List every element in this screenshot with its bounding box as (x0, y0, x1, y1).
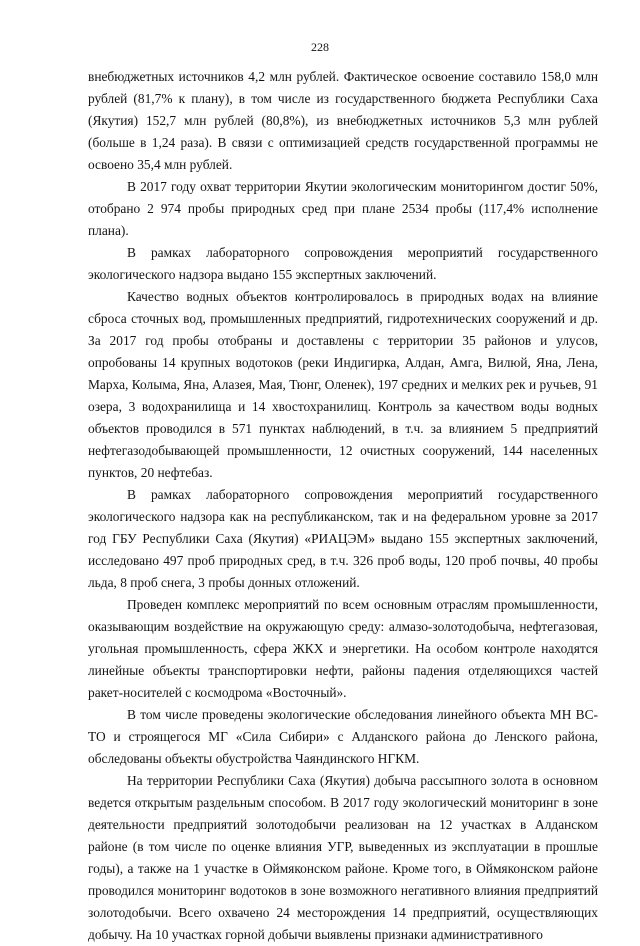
paragraph: В рамках лабораторного сопровождения мероприятий государственного экологического надзора выдано 155 экспертных заключений. (88, 245, 598, 282)
paragraph: В 2017 году охват территории Якутии экологическим мониторингом достиг 50%, отобрано 2 974 пробы природных сред при плане 2534 пробы (117,4% исполнение плана). (88, 179, 598, 238)
paragraph: В том числе проведены экологические обследования линейного объекта МН ВС-ТО и строящегося МГ «Сила Сибири» с Алданского района до Ленского района, обследованы объекты обустройства Чаяндинского НГКМ. (88, 707, 598, 766)
paragraph: Качество водных объектов контролировалось в природных водах на влияние сброса сточных вод, промышленных предприятий, гидротехнических сооружений и др. За 2017 год пробы отобраны и доставлены с территории 35 районов и улусов, опробованы 14 крупных водотоков (реки Индигирка, Алдан, Амга, Вилюй, Яна, Лена, Марха, Колыма, Яна, Алазея, Мая, Тюнг, Оленек), 197 средних и мелких рек и ручьев, 91 озера, 3 водохранилища и 14 хвостохранилищ. Контроль за качеством воды водных объектов проводился в 571 пунктах наблюдений, в т.ч. за влиянием 5 предприятий нефтегазодобывающей промышленности, 12 очистных сооружений, 144 населенных пунктов, 20 нефтебаз. (88, 289, 598, 480)
paragraph: В рамках лабораторного сопровождения мероприятий государственного экологического надзора как на республиканском, так и на федеральном уровне за 2017 год ГБУ Республики Саха (Якутия) «РИАЦЭМ» выдано 155 экспертных заключений, исследовано 497 проб природных сред, в т.ч. 326 проб воды, 120 проб почвы, 40 пробы льда, 8 проб снега, 3 пробы донных отложений. (88, 487, 598, 590)
paragraph: внебюджетных источников 4,2 млн рублей. Фактическое освоение составило 158,0 млн рублей (81,7% к плану), в том числе из государственного бюджета Республики Саха (Якутия) 152,7 млн рублей (80,8%), из внебюджетных источников 5,3 млн рублей (больше в 1,24 раза). В связи с оптимизацией средств государственной программы не освоено 35,4 млн рублей. (88, 69, 598, 172)
paragraph: Проведен комплекс мероприятий по всем основным отраслям промышленности, оказывающим воздействие на окружающую среду: алмазо-золотодобыча, нефтегазовая, угольная промышленность, сфера ЖКХ и энергетики. На особом контроле находятся линейные объекты транспортировки нефти, районы падения отделяющихся частей ракет-носителей с космодрома «Восточный». (88, 597, 598, 700)
document-body (88, 66, 598, 946)
page-number: 228 (311, 40, 329, 54)
paragraph: На территории Республики Саха (Якутия) добыча рассыпного золота в основном ведется открытым раздельным способом. В 2017 году экологический мониторинг в зоне деятельности предприятий золотодобычи реализован на 12 участках в Алданском районе (в том числе по оценке влияния УГР, выведенных из эксплуатации в прошлые годы), а также на 1 участке в Оймяконском районе. Кроме того, в Оймяконском районе проводился мониторинг водотоков в зоне возможного негативного влияния предприятий золотодобычи. Всего охвачено 24 месторождения 14 предприятий, осуществляющих добычу. На 10 участках горной добычи выявлены признаки административного (88, 773, 598, 942)
